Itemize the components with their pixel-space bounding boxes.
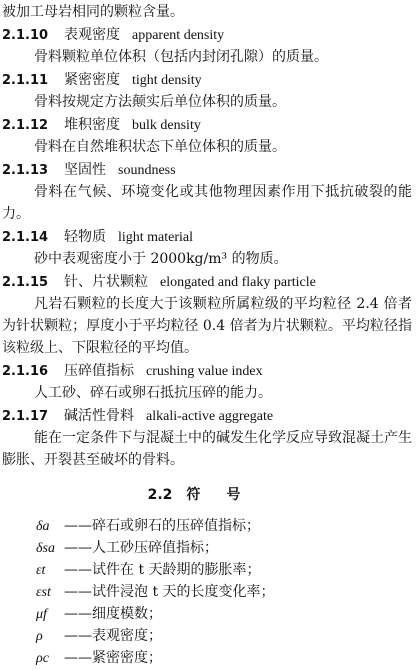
- term-number: 2.1.10: [2, 28, 49, 43]
- term-heading: [2, 114, 412, 136]
- term-chinese: 紧密密度: [64, 72, 120, 88]
- symbol-item: [2, 537, 412, 559]
- term-definition: 凡岩石颗粒的长度大于该颗粒所属粒级的平均粒径 2.4 倍者为针状颗粒；厚度小于平均粒径 0.4 倍者为片状颗粒。平均粒径指该粒级上、下限粒径的平均值。: [2, 296, 412, 356]
- term-number: 2.1.13: [2, 163, 49, 178]
- term-english: apparent density: [132, 28, 225, 43]
- symbol-description: ——人工砂压碎值指标；: [64, 540, 218, 556]
- symbol-description: ——表观密度；: [64, 628, 162, 644]
- symbol: δa: [36, 519, 50, 534]
- term-number: 2.1.16: [2, 364, 49, 379]
- symbol-item: [2, 559, 412, 581]
- symbol: εt: [36, 563, 46, 578]
- term-chinese: 表观密度: [64, 27, 120, 43]
- term-number: 2.1.11: [2, 73, 49, 88]
- term-chinese: 碱活性骨料: [64, 408, 134, 424]
- term-heading: [2, 226, 412, 248]
- symbol-item: [2, 603, 412, 625]
- symbol: δsa: [36, 541, 55, 556]
- term-number: 2.1.17: [2, 409, 49, 424]
- term-definition: 能在一定条件下与混凝土中的碱发生化学反应导致混凝土产生膨胀、开裂甚至破坏的骨料。: [2, 430, 412, 468]
- term-definition: 砂中表观密度小于 2000kg/m³ 的物质。: [34, 251, 288, 267]
- term-english: crushing value index: [146, 364, 263, 379]
- term-definition: 人工砂、碎石或卵石抵抗压碎的能力。: [34, 385, 272, 401]
- symbol-description: ——细度模数；: [64, 606, 162, 622]
- symbol-item: [2, 647, 412, 669]
- term-number: 2.1.15: [2, 275, 49, 290]
- term-chinese: 轻物质: [64, 229, 106, 245]
- term-english: elongated and flaky particle: [160, 275, 316, 290]
- symbols-list: [2, 515, 412, 669]
- section-title: 符号: [186, 487, 267, 503]
- term-heading: [2, 271, 412, 293]
- section-number: 2.2: [147, 487, 173, 503]
- lead-line: 被加工母岩相同的颗粒含量。: [2, 4, 184, 20]
- symbol-description: ——紧密密度；: [64, 650, 162, 666]
- term-definition: 骨料在气候、环境变化或其他物理因素作用下抵抗破裂的能力。: [2, 184, 412, 222]
- term-heading: [2, 24, 412, 46]
- symbol-description: ——试件浸泡 t 天的长度变化率；: [64, 584, 275, 600]
- term-definition: 骨料按规定方法颠实后单位体积的质量。: [34, 94, 286, 110]
- term-chinese: 针、片状颗粒: [64, 274, 148, 290]
- symbol-item: [2, 581, 412, 603]
- term-english: bulk density: [132, 118, 201, 133]
- symbol-description: ——试件在 t 天龄期的膨胀率；: [64, 562, 261, 578]
- symbol-item: [2, 625, 412, 647]
- term-chinese: 堆积密度: [64, 117, 120, 133]
- symbol: ρc: [36, 651, 49, 666]
- terms-list: [2, 24, 412, 471]
- symbol: μf: [36, 607, 47, 622]
- term-definition: 骨料在自然堆积状态下单位体积的质量。: [34, 139, 286, 155]
- term-english: soundness: [118, 163, 176, 178]
- symbol: εst: [36, 585, 51, 600]
- term-english: light material: [118, 230, 194, 245]
- symbol-item: [2, 515, 412, 537]
- term-number: 2.1.12: [2, 118, 49, 133]
- term-heading: [2, 360, 412, 382]
- term-chinese: 压碎值指标: [64, 363, 134, 379]
- term-number: 2.1.14: [2, 230, 49, 245]
- symbol-description: ——碎石或卵石的压碎值指标；: [64, 518, 260, 534]
- term-chinese: 坚固性: [64, 162, 106, 178]
- section-heading: [2, 485, 412, 505]
- term-heading: [2, 159, 412, 181]
- term-heading: [2, 69, 412, 91]
- term-heading: [2, 405, 412, 427]
- term-definition: 骨料颗粒单位体积（包括内封闭孔隙）的质量。: [34, 49, 328, 65]
- term-english: tight density: [132, 73, 202, 88]
- symbol: ρ: [36, 629, 43, 644]
- term-english: alkali-active aggregate: [146, 409, 274, 424]
